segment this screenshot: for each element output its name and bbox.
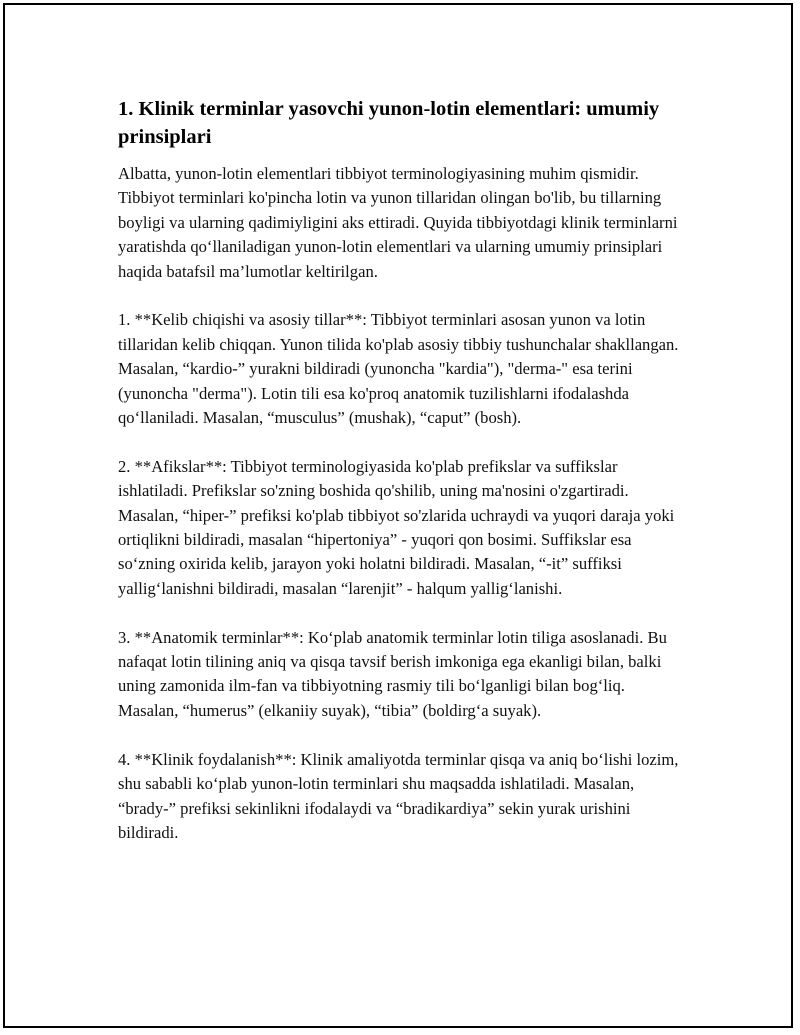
document-title: 1. Klinik terminlar yasovchi yunon-lotin elementlari: umumiy prinsiplari: [118, 98, 660, 148]
paragraph-clinical-use: 4. **Klinik foydalanish**: Klinik amaliyotda terminlar qisqa va aniq bo‘lishi lozim, shu sababli ko‘plab yunon-lotin terminlari shu maqsadda ishlatiladi. Masalan, “brady-” prefiksi sekinlikni ifodalaydi va “bradikardiya” sekin yurak urishini bildiradi.: [118, 749, 679, 842]
intro-paragraph: Albatta, yunon-lotin elementlari tibbiyot terminologiyasining muhim qismidir. Tibbiyot terminlari ko'pincha lotin va yunon tillaridan olingan bo'lib, bu tillarning boyligi va ularning qadimiyligini aks ettiradi. Quyida tibbiyotdagi klinik terminlarni yaratishda qo‘llaniladigan yunon-lotin elementlari va ularning umumiy prinsiplari haqida batafsil ma’lumotlar keltirilgan.: [118, 164, 678, 281]
paragraph-anatomical-terms: 3. **Anatomik terminlar**: Ko‘plab anatomik terminlar lotin tiliga asoslanadi. Bu nafaqat lotin tilining aniq va qisqa tavsif berish imkoniga ega ekanligi bilan, balki uning zamonida ilm-fan va tibbiyotning rasmiy tili bo‘lganligi bilan bog‘liq. Masalan, “humerus” (elkaniiy suyak), “tibia” (boldirg‘a suyak).: [118, 627, 667, 720]
paragraph-affixes: 2. **Afikslar**: Tibbiyot terminologiyasida ko'plab prefikslar va suffikslar ishlatiladi. Prefikslar so'zning boshida qo'shilib, uning ma'nosini o'zgartiradi. Masalan, “hiper-” prefiksi ko'plab tibbiyot so'zlarida uchraydi va yuqori daraja yoki ortiqlikni bildiradi, masalan “hipertoniya” - yuqori qon bosimi. Suffikslar esa so‘zning oxirida kelib, jarayon yoki holatni bildiradi. Masalan, “-it” suffiksi yallig‘lanishni bildiradi, masalan “larenjit” - halqum yallig‘lanishi.: [118, 456, 675, 598]
document-body: [118, 95, 688, 870]
paragraph-origin-languages: 1. **Kelib chiqishi va asosiy tillar**: Tibbiyot terminlari asosan yunon va lotin tillaridan kelib chiqqan. Yunon tilida ko'plab asosiy tibbiy tushunchalar shakllangan. Masalan, “kardio-” yurakni bildiradi (yunoncha "kardia"), "derma-" esa terini (yunoncha "derma"). Lotin tili esa ko'proq anatomik tuzilishlarni ifodalashda qo‘llaniladi. Masalan, “musculus” (mushak), “caput” (bosh).: [118, 310, 679, 428]
